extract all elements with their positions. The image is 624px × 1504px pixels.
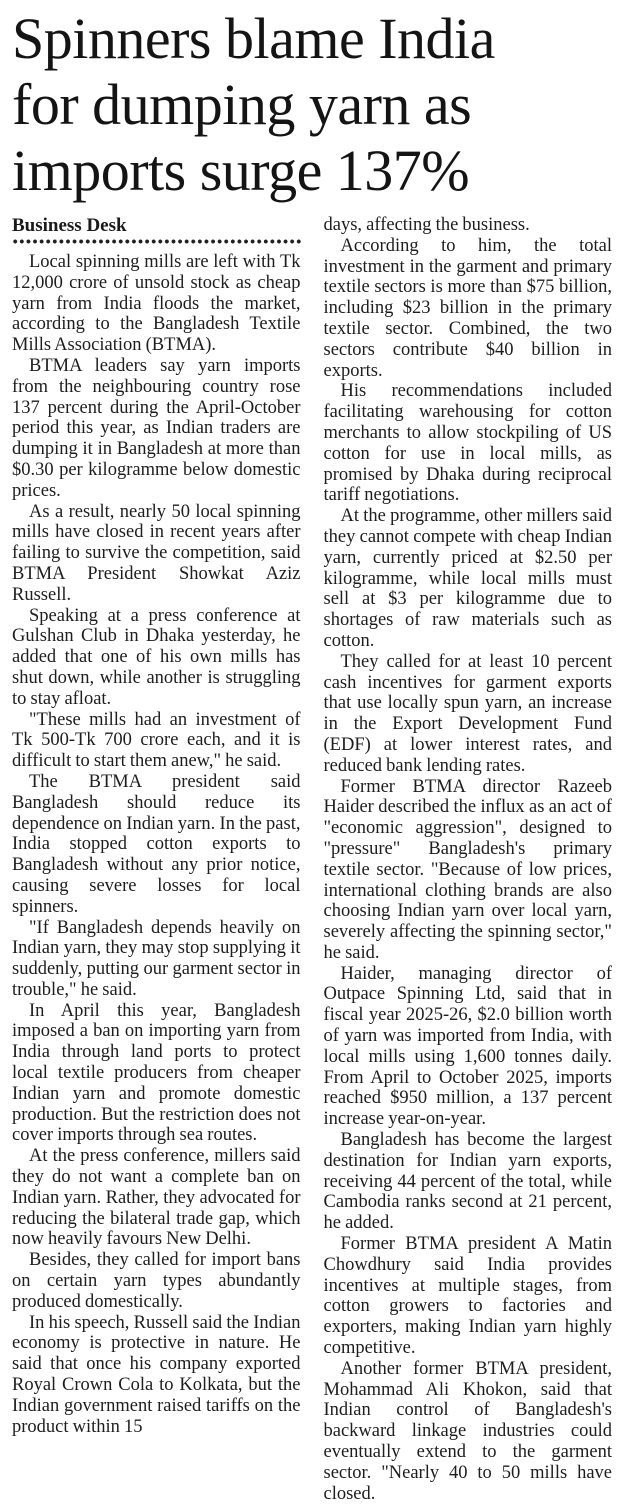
article-paragraph: Bangladesh has become the largest destination for Indian yarn exports, receiving 44 percent of the total, while Cambodia ranks second at 21 percent, he added. (323, 1130, 612, 1234)
headline-line-2: for dumping yarn as (12, 72, 472, 137)
article-paragraph: According to him, the total investment in the garment and primary textile sectors is more than $75 billion, including $23 billion in the primary textile sector. Combined, the two sectors contribute $40 billion in exports. (323, 235, 612, 381)
article-paragraph: days, affecting the business. (323, 215, 530, 235)
article-paragraph: Former BTMA director Razeeb Haider described the influx as an act of "economic aggression", designed to "pressure" Bangladesh's primary textile sector. "Because of low prices, international clothing brands are also choosing Indian yarn over local yarn, severely affecting the spinning sector," he said. (323, 776, 612, 963)
article-paragraph: At the programme, other millers said they cannot compete with cheap Indian yarn, currently priced at $2.50 per kilogramme, while local mills must sell at $3 per kilogramme due to shortages of raw materials such as cotton. (323, 506, 612, 651)
article-paragraph: "These mills had an investment of Tk 500-Tk 700 crore each, and it is difficult to start them anew," he said. (12, 709, 301, 772)
right-paragraphs (324, 215, 613, 1504)
byline-label: Business Desk (12, 215, 127, 236)
left-paragraphs (12, 252, 301, 1437)
article-paragraph: Former BTMA president A Matin Chowdhury said India provides incentives at multiple stages, from cotton growers to factories and exporters, making Indian yarn highly competitive. (323, 1234, 612, 1359)
article-paragraph: Another former BTMA president, Mohammad Ali Khokon, said that Indian control of Bangladesh's backward linkage industries could eventually extend to the garment sector. "Nearly 40 to 50 mills have closed. (323, 1358, 612, 1504)
article-paragraph: His recommendations included facilitating warehousing for cotton merchants to allow stockpiling of US cotton for use in local mills, as promised by Dhaka during reciprocal tariff negotiations. (323, 381, 612, 506)
headline-line-3: imports surge 137% (12, 138, 470, 203)
article-paragraph: As a result, nearly 50 local spinning mills have closed in recent years after failing to survive the competition, said BTMA President Showkat Aziz Russell. (12, 501, 301, 605)
article-paragraph: The BTMA president said Bangladesh should reduce its dependence on Indian yarn. In the past, India stopped cotton exports to Bangladesh without any prior notice, causing severe losses for local spinners. (12, 771, 301, 917)
article-paragraph: In April this year, Bangladesh imposed a ban on importing yarn from India through land ports to protect local textile producers from cheaper Indian yarn and promote domestic production. But the restriction does not cover imports through sea routes. (12, 1000, 301, 1146)
headline-line-1: Spinners blame India (12, 6, 495, 71)
byline (12, 215, 301, 245)
column-left (12, 215, 301, 1504)
article-paragraph: Local spinning mills are left with Tk 12,000 crore of unsold stock as cheap yarn from India floods the market, according to the Bangladesh Textile Mills Association (BTMA). (12, 252, 301, 356)
article-paragraph: They called for at least 10 percent cash incentives for garment exports that use locally spun yarn, an increase in the Export Development Fund (EDF) at lower interest rates, and reduced bank lending rates. (323, 651, 612, 776)
article-body (12, 215, 612, 1504)
headline (12, 6, 612, 204)
article-paragraph: Haider, managing director of Outpace Spinning Ltd, said that in fiscal year 2025-26, $2.0 billion worth of yarn was imported from India, with local mills using 1,600 tonnes daily. From April to October 2025, imports reached $950 million, a 137 percent increase year-on-year. (323, 963, 612, 1130)
article-paragraph: Speaking at a press conference at Gulshan Club in Dhaka yesterday, he added that one of his own mills has shut down, while another is struggling to stay afloat. (12, 605, 301, 709)
article-paragraph: Besides, they called for import bans on certain yarn types abundantly produced domestically. (12, 1250, 301, 1312)
article-paragraph: "If Bangladesh depends heavily on Indian yarn, they may stop supplying it suddenly, putting our garment sector in trouble," he said. (12, 917, 301, 1000)
dotted-rule (12, 238, 301, 245)
article-paragraph: In his speech, Russell said the Indian economy is protective in nature. He said that once his company exported Royal Crown Cola to Kolkata, but the Indian government raised tariffs on the product within 15 (12, 1312, 301, 1437)
article-paragraph: At the press conference, millers said they do not want a complete ban on Indian yarn. Rather, they advocated for reducing the bilateral trade gap, which now heavily favours New Delhi. (12, 1146, 301, 1250)
article-paragraph: BTMA leaders say yarn imports from the neighbouring country rose 137 percent during the April-October period this year, as Indian traders are dumping it in Bangladesh at more than $0.30 per kilogramme below domestic prices. (12, 355, 301, 501)
column-right (324, 215, 613, 1504)
